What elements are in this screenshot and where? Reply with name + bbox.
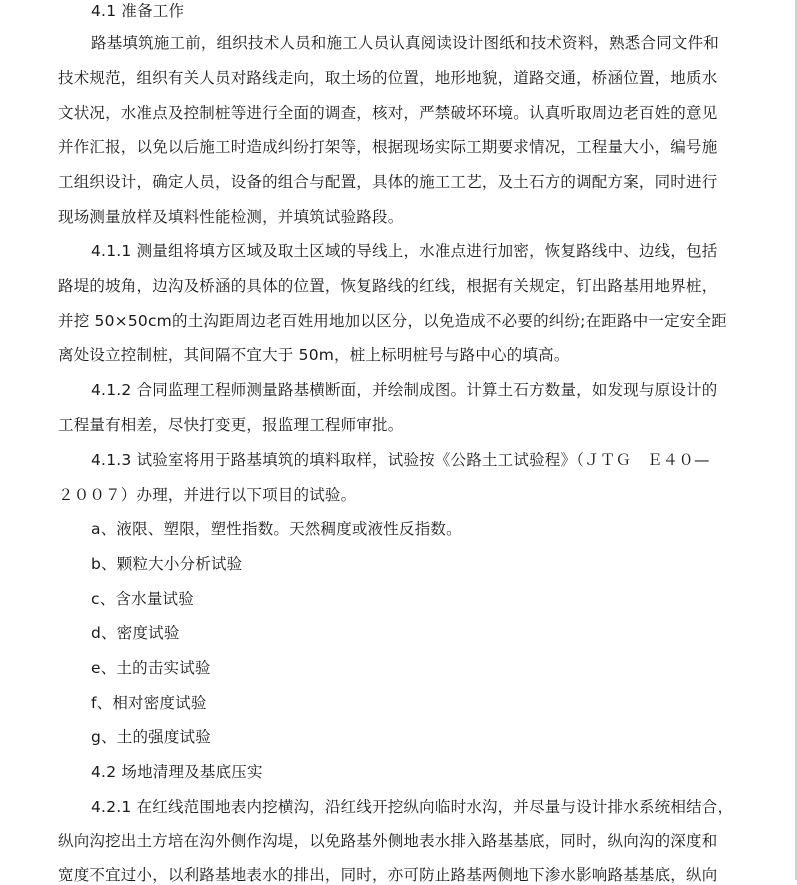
list-item: d、密度试验: [91, 624, 180, 642]
list-item: e、土的击实试验: [91, 659, 211, 677]
list-item: c、含水量试验: [91, 590, 194, 608]
paragraph-line: 路基填筑施工前，组织技术人员和施工人员认真阅读设计图纸和技术资料，熟悉合同文件和: [91, 34, 720, 52]
list-item: b、颗粒大小分析试验: [91, 555, 243, 573]
paragraph-line: 并挖 50×50cm的土沟距周边老百姓用地加以区分，以免造成不必要的纠纷;在距路中一定安全距: [58, 312, 727, 330]
paragraph-line: 4.1.1 测量组将填方区域及取土区域的导线上，水准点进行加密，恢复路线中、边线，包括: [91, 242, 718, 260]
paragraph-line: 文状况，水准点及控制桩等进行全面的调查，核对，严禁破坏环境。认真听取周边老百姓的意见: [58, 104, 718, 122]
paragraph-line: 并作汇报，以免以后施工时造成纠纷打架等，根据现场实际工期要求情况，工程量大小，编号施: [58, 138, 718, 156]
paragraph-line: 工组织设计，确定人员，设备的组合与配置，具体的施工工艺，及土石方的调配方案，同时进行: [58, 173, 718, 191]
paragraph-line: 技术规范，组织有关人员对路线走向，取土场的位置，地形地貌，道路交通，桥涵位置，地质水: [58, 69, 718, 87]
list-item: g、土的强度试验: [91, 728, 211, 746]
paragraph-line: 宽度不宜过小，以利路基地表水的排出，同时，亦可防止路基两侧地下渗水影响路基基底，纵向: [58, 866, 718, 884]
paragraph-line: 4.1.2 合同监理工程师测量路基横断面，并绘制成图。计算土石方数量，如发现与原设计的: [91, 381, 718, 399]
paragraph-line: ２００７）办理，并进行以下项目的试验。: [58, 486, 357, 504]
paragraph-line: 工程量有相差，尽快打变更，报监理工程师审批。: [58, 416, 404, 434]
paragraph-line: 纵向沟挖出土方培在沟外侧作沟堤，以免路基外侧地表水排入路基基底，同时，纵向沟的深度和: [58, 832, 718, 850]
heading-4-2: 4.2 场地清理及基底压实: [91, 763, 263, 781]
paragraph-line: 4.1.3 试验室将用于路基填筑的填料取样，试验按《公路土工试验程》（ＪＴＧ Ｅ４０—: [91, 451, 710, 469]
paragraph-line: 现场测量放样及填料性能检测，并填筑试验路段。: [58, 208, 404, 226]
list-item: a、液限、塑限，塑性指数。天然稠度或液性反指数。: [91, 520, 462, 538]
paragraph-line: 4.2.1 在红线范围地表内挖横沟，沿红线开挖纵向临时水沟，并尽量与设计排水系统相结合，: [91, 798, 734, 816]
list-item: f、相对密度试验: [91, 694, 207, 712]
heading-4-1: 4.1 准备工作: [91, 2, 185, 20]
paragraph-line: 离处设立控制桩，其间隔不宜大于 50m，桩上标明桩号与路中心的填高。: [58, 346, 570, 364]
paragraph-line: 路堤的坡角，边沟及桥涵的具体的位置，恢复路线的红线，根据有关规定，钉出路基用地界桩，: [58, 277, 718, 295]
